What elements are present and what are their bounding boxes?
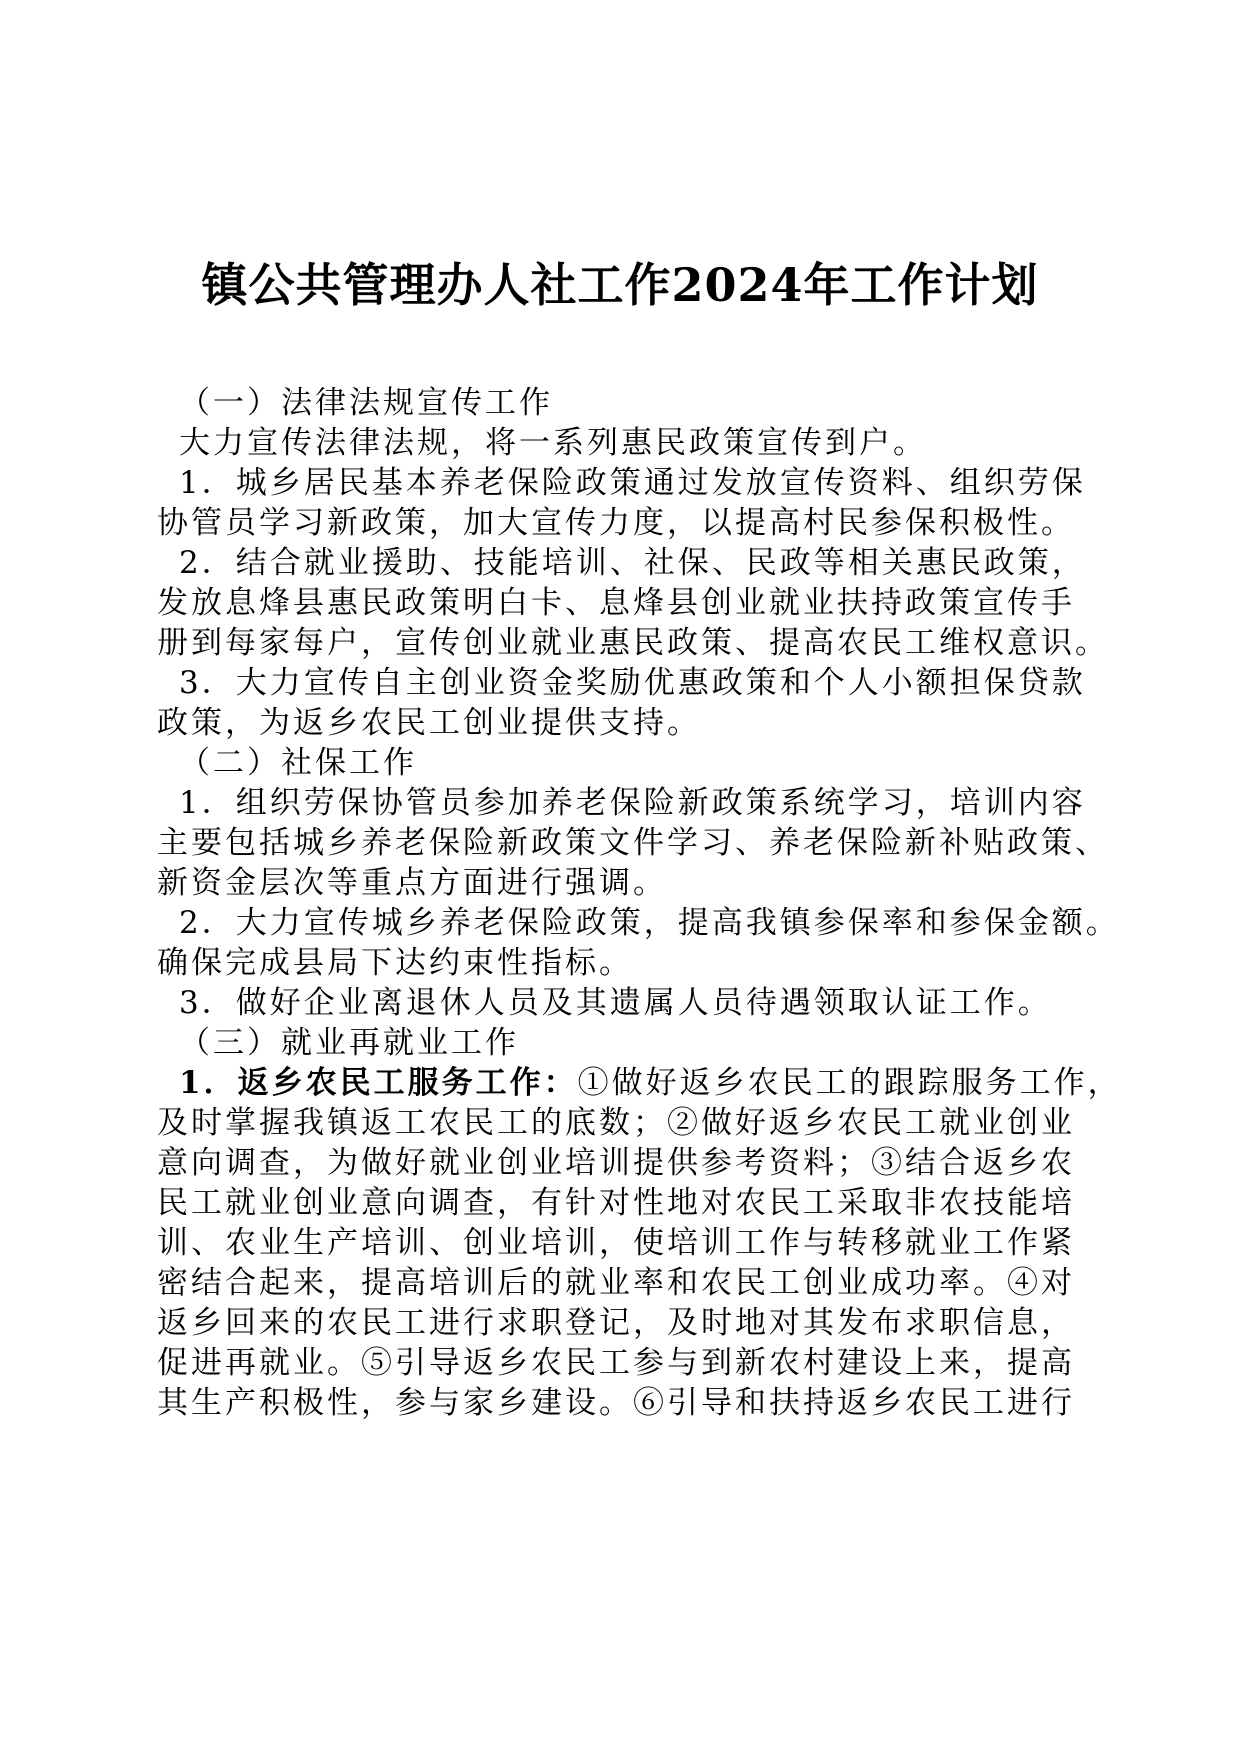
- paragraph-line: 1．城乡居民基本养老保险政策通过发放宣传资料、组织劳保: [179, 465, 1086, 501]
- paragraph-line: 3．大力宣传自主创业资金奖励优惠政策和个人小额担保贷款: [179, 665, 1086, 701]
- item-lead-bold: 1．返乡农民工服务工作：: [179, 1065, 578, 1101]
- item-first-rest: ①做好返乡农民工的跟踪服务工作，: [577, 1065, 1122, 1101]
- paragraph-line: 其生产积极性，参与家乡建设。⑥引导和扶持返乡农民工进行: [157, 1385, 1075, 1421]
- paragraph-line: 册到每家每户，宣传创业就业惠民政策、提高农民工维权意识。: [157, 625, 1109, 661]
- document-title: 镇公共管理办人社工作2024年工作计划: [201, 258, 1039, 312]
- paragraph-line: [157, 1063, 1122, 1103]
- section-heading: （三）就业再就业工作: [179, 1025, 519, 1061]
- paragraph-line: 发放息烽县惠民政策明白卡、息烽县创业就业扶持政策宣传手: [157, 585, 1075, 621]
- paragraph-line: 民工就业创业意向调查，有针对性地对农民工采取非农技能培: [157, 1185, 1075, 1221]
- section-heading: （二）社保工作: [179, 745, 417, 781]
- paragraph-line: 确保完成县局下达约束性指标。: [157, 945, 633, 981]
- paragraph-line: 3．做好企业离退休人员及其遗属人员待遇领取认证工作。: [179, 985, 1052, 1021]
- paragraph-line: 1．组织劳保协管员参加养老保险新政策系统学习，培训内容: [179, 785, 1086, 821]
- paragraph-line: 密结合起来，提高培训后的就业率和农民工创业成功率。④对: [157, 1265, 1075, 1301]
- paragraph-line: 返乡回来的农民工进行求职登记，及时地对其发布求职信息，: [157, 1305, 1075, 1341]
- paragraph-line: 政策，为返乡农民工创业提供支持。: [157, 705, 701, 741]
- paragraph-line: 主要包括城乡养老保险新政策文件学习、养老保险新补贴政策、: [157, 825, 1109, 861]
- document-body: [157, 383, 1122, 1423]
- paragraph-line: 协管员学习新政策，加大宣传力度，以提高村民参保积极性。: [157, 505, 1075, 541]
- section-heading: （一）法律法规宣传工作: [179, 385, 553, 421]
- paragraph-line: 2．结合就业援助、技能培训、社保、民政等相关惠民政策，: [179, 545, 1086, 581]
- paragraph-line: 促进再就业。⑤引导返乡农民工参与到新农村建设上来，提高: [157, 1345, 1075, 1381]
- paragraph-line: 新资金层次等重点方面进行强调。: [157, 865, 667, 901]
- paragraph-line: 2．大力宣传城乡养老保险政策，提高我镇参保率和参保金额。: [179, 905, 1120, 941]
- paragraph-line: 训、农业生产培训、创业培训，使培训工作与转移就业工作紧: [157, 1225, 1075, 1261]
- paragraph-line: 意向调查，为做好就业创业培训提供参考资料；③结合返乡农: [157, 1145, 1075, 1181]
- paragraph-intro: 大力宣传法律法规，将一系列惠民政策宣传到户。: [179, 425, 927, 461]
- paragraph-line: 及时掌握我镇返工农民工的底数；②做好返乡农民工就业创业: [157, 1105, 1075, 1141]
